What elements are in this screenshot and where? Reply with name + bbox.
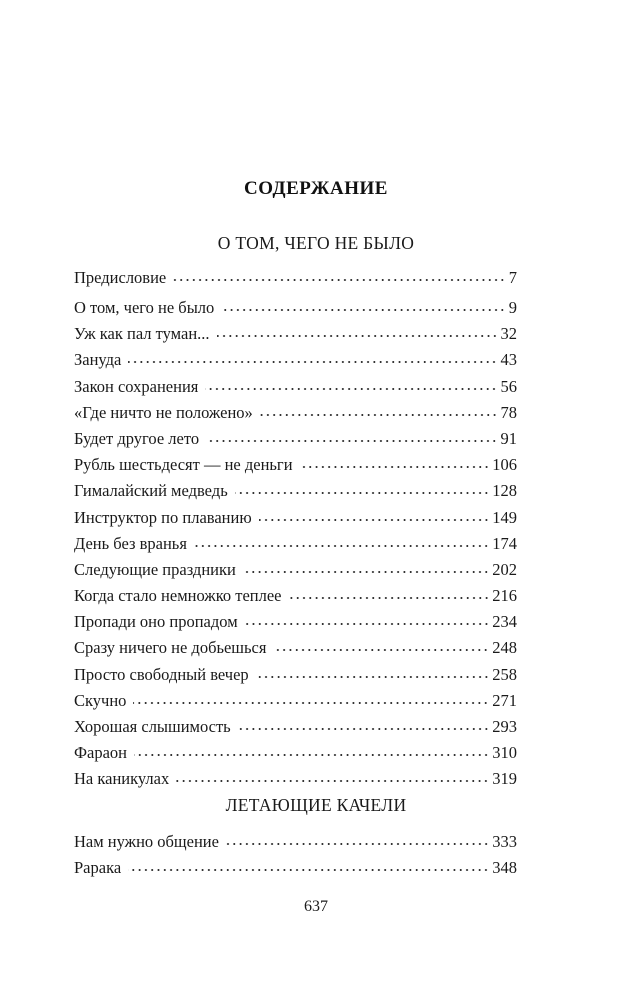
toc-entry-page: 7 xyxy=(508,268,517,287)
toc-entry-title: Пропади оно пропадом xyxy=(74,612,238,632)
toc-entry xyxy=(74,265,517,291)
toc-entry-title: Инструктор по плаванию xyxy=(74,507,252,527)
toc-entry xyxy=(74,855,517,881)
toc-list-section-2 xyxy=(74,829,517,881)
toc-entry-title: Сразу ничего не добьешься xyxy=(74,638,267,658)
toc-entry-title: Закон сохранения xyxy=(74,376,199,396)
dot-leader xyxy=(256,663,490,680)
toc-entry xyxy=(74,347,517,373)
dot-leader xyxy=(133,689,489,706)
toc-entry-page: 106 xyxy=(492,455,517,475)
toc-entry-page: 248 xyxy=(492,638,517,658)
toc-entry-title: Хорошая слышимость xyxy=(74,717,231,736)
toc-entry-page: 174 xyxy=(492,533,517,553)
toc-entry-title: Рубль шестьдесят — не деньги xyxy=(74,455,293,475)
toc-entry xyxy=(74,452,517,478)
toc-entry-page: 9 xyxy=(508,298,517,317)
dot-leader xyxy=(226,831,489,848)
dot-leader xyxy=(273,637,489,654)
dot-leader xyxy=(194,532,489,549)
toc-entry-title: Скучно xyxy=(74,690,127,710)
dot-leader xyxy=(128,857,489,874)
dot-leader xyxy=(245,611,490,628)
dot-leader xyxy=(217,323,498,340)
dot-leader xyxy=(176,768,489,785)
toc-entry xyxy=(74,321,517,347)
toc-entry-page: 319 xyxy=(492,769,517,789)
toc-entry-page: 310 xyxy=(492,743,517,763)
toc-entry-page: 43 xyxy=(500,350,517,370)
toc-entry xyxy=(74,583,517,609)
toc-entry-page: 202 xyxy=(492,559,517,579)
dot-leader xyxy=(221,297,505,314)
toc-entry xyxy=(74,609,517,635)
dot-leader xyxy=(238,716,490,733)
toc-entry-title: День без вранья xyxy=(74,533,187,553)
dot-leader xyxy=(235,480,490,497)
toc-entry xyxy=(74,400,517,426)
toc-entry-title: Будет другое лето xyxy=(74,428,200,448)
toc-entry-title: О том, чего не было xyxy=(74,298,215,317)
toc-entry xyxy=(74,829,517,855)
dot-leader xyxy=(260,401,498,418)
toc-entry xyxy=(74,766,517,792)
toc-entry xyxy=(74,557,517,583)
toc-entry-title: Следующие праздники xyxy=(74,559,236,579)
toc-entry-page: 149 xyxy=(492,507,517,527)
toc-entry-page: 56 xyxy=(500,376,517,396)
toc-entry xyxy=(74,478,517,504)
toc-entry-page: 258 xyxy=(492,664,517,684)
toc-entry-title: «Где ничто не положено» xyxy=(74,402,253,422)
toc-entry-page: 78 xyxy=(500,402,517,422)
toc-entry-title: Просто свободный вечер xyxy=(74,664,249,684)
toc-entry-page: 32 xyxy=(500,324,517,344)
toc-entry-title: Фараон xyxy=(74,743,128,763)
dot-leader xyxy=(205,375,497,392)
dot-leader xyxy=(206,427,497,444)
dot-leader xyxy=(300,454,490,471)
section-heading: ЛЕТАЮЩИЕ КАЧЕЛИ xyxy=(225,795,407,815)
toc-entry xyxy=(74,374,517,400)
dot-leader xyxy=(134,742,489,759)
section-heading: О ТОМ, ЧЕГО НЕ БЫЛО xyxy=(217,233,415,253)
toc-entry-page: 333 xyxy=(492,832,517,851)
dot-leader xyxy=(128,349,497,366)
toc-entry-title: Когда стало немножко теплее xyxy=(74,586,282,606)
page-title: СОДЕРЖАНИЕ xyxy=(244,178,388,199)
toc-entry xyxy=(74,635,517,661)
toc-entry xyxy=(74,662,517,688)
dot-leader xyxy=(173,267,506,284)
toc-entry-title: На каникулах xyxy=(74,769,170,789)
toc-entry-page: 128 xyxy=(492,481,517,501)
toc-entry-title: Предисловие xyxy=(74,268,167,287)
toc-list-intro xyxy=(74,265,517,291)
toc-entry-page: 271 xyxy=(492,690,517,710)
toc-entry-title: Зануда xyxy=(74,350,122,370)
toc-entry-title: Уж как пал туман... xyxy=(74,324,210,344)
toc-list-section-1 xyxy=(74,295,517,793)
toc-entry xyxy=(74,295,517,321)
toc-entry-page: 293 xyxy=(492,717,517,736)
dot-leader xyxy=(289,585,490,602)
toc-entry xyxy=(74,688,517,714)
toc-entry xyxy=(74,740,517,766)
toc-entry xyxy=(74,505,517,531)
toc-entry xyxy=(74,426,517,452)
toc-entry-page: 348 xyxy=(492,858,517,878)
dot-leader xyxy=(243,558,489,575)
page-number: 637 xyxy=(304,898,328,915)
toc-entry-page: 91 xyxy=(500,428,517,448)
toc-entry-page: 234 xyxy=(492,612,517,632)
toc-entry xyxy=(74,714,517,740)
toc-entry-title: Гималайский медведь xyxy=(74,481,228,501)
dot-leader xyxy=(259,506,490,523)
toc-entry-title: Рарака xyxy=(74,858,122,878)
toc-entry-page: 216 xyxy=(492,586,517,606)
toc-entry xyxy=(74,531,517,557)
toc-entry-title: Нам нужно общение xyxy=(74,832,219,851)
